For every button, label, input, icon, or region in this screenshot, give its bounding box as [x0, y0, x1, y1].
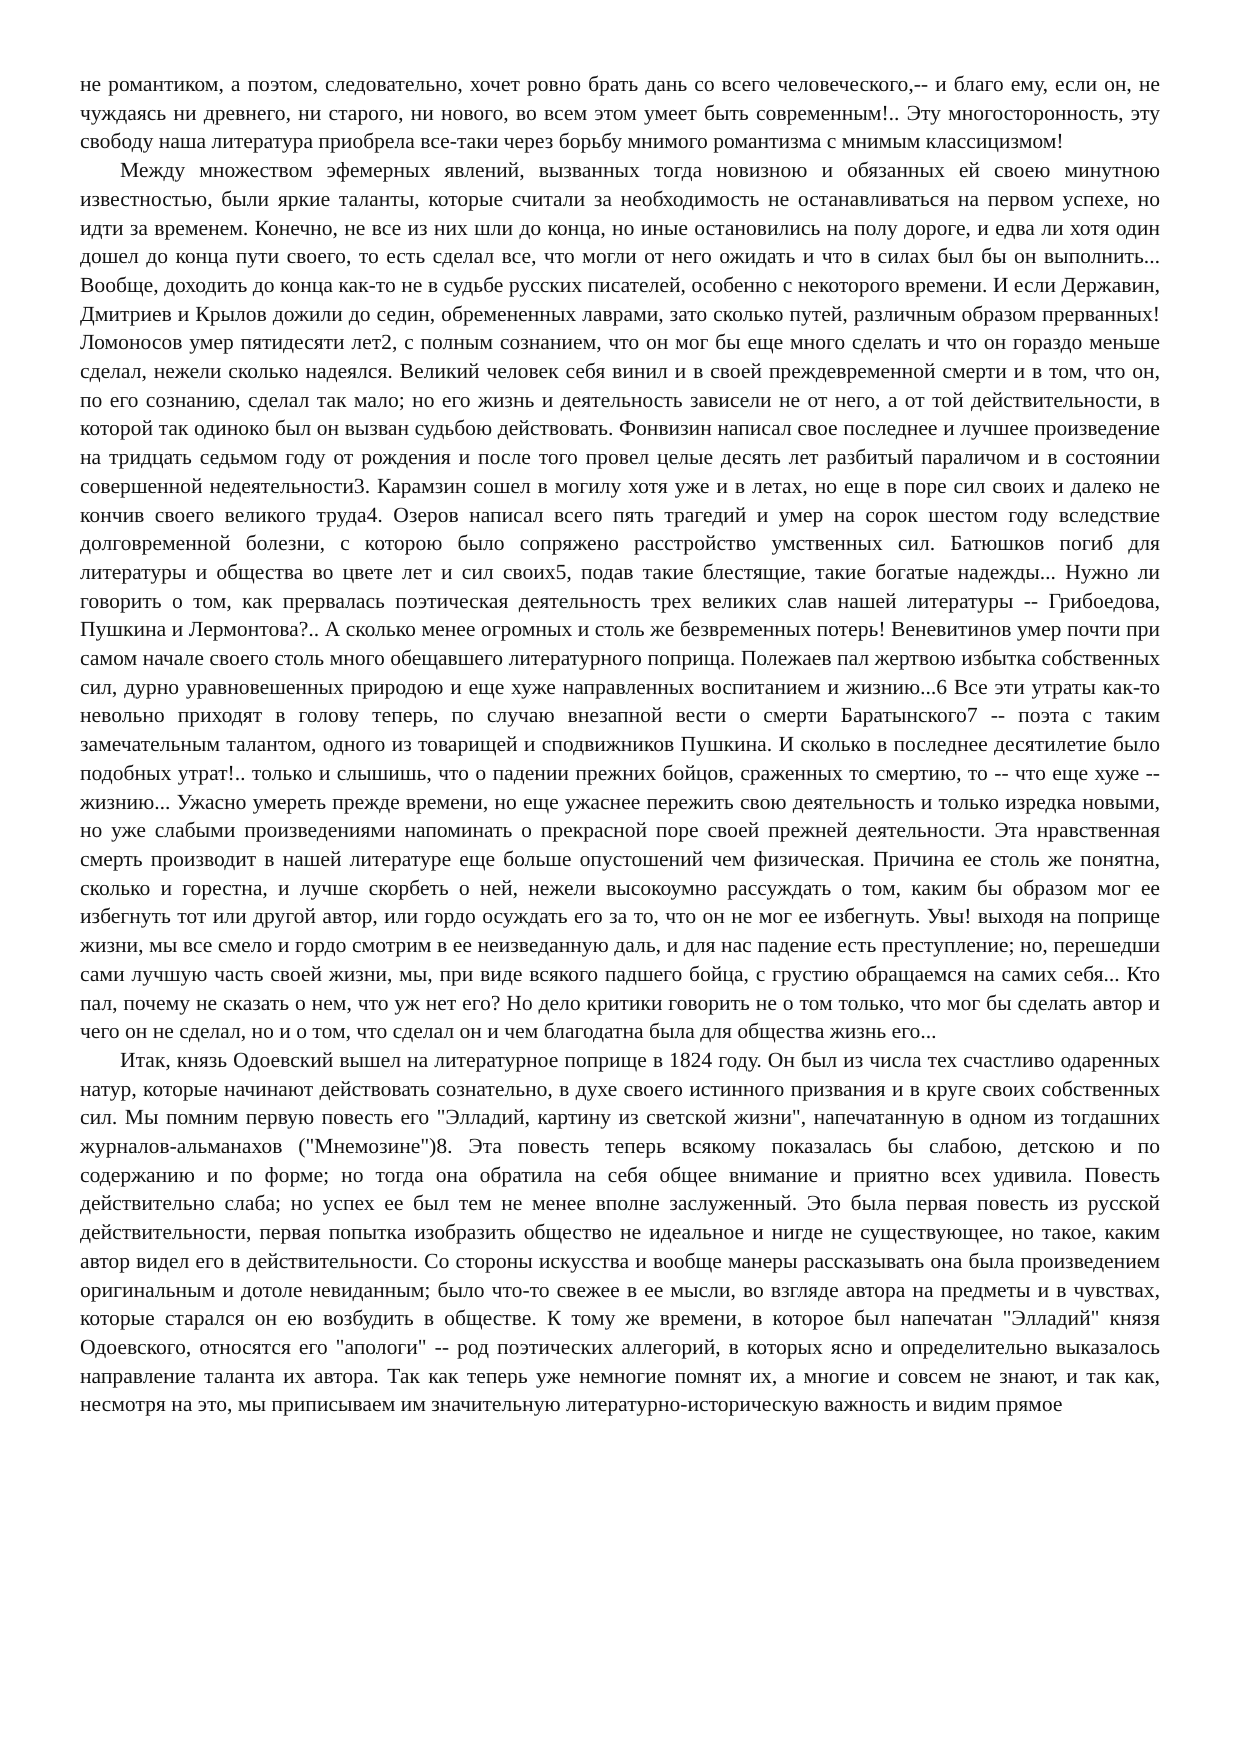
- paragraph-continuation: не романтиком, а поэтом, следовательно, хочет ровно брать дань со всего человеческого,-- и благо ему, если он, не чуждаясь ни древнего, ни старого, ни нового, во всем этом умеет быть современным!.. Эту многосторонность, эту свободу наша литература приобрела все-таки через борьбу мнимого романтизма с мнимым классицизмом!: [80, 72, 1160, 154]
- paragraph-odoevsky-debut: Итак, князь Одоевский вышел на литературное поприще в 1824 году. Он был из числа тех счастливо одаренных натур, которые начинают действовать сознательно, в духе своего истинного призвания и в круге своих собственных сил. Мы помним первую повесть его "Элладий, картину из светской жизни", напечатанную в одном из тогдашних журналов-альманахов ("Мнемозине")8. Эта повесть теперь всякому показалась бы слабою, детскою и по содержанию и по форме; но тогда она обратила на себя общее внимание и приятно всех удивила. Повесть действительно слаба; но успех ее был тем не менее вполне заслуженный. Это была первая повесть из русской действительности, первая попытка изобразить общество не идеальное и нигде не существующее, но такое, каким автор видел его в действительности. Со стороны искусства и вообще манеры рассказывать она была произведением оригинальным и дотоле невиданным; было что-то свежее в ее мысли, во взгляде автора на предметы и в чувствах, которые старался он ею возбудить в обществе. К тому же времени, в которое был напечатан "Элладий" князя Одоевского, относятся его "апологи" -- род поэтических аллегорий, в которых ясно и определительно выказалось направление таланта их автора. Так как теперь уже немногие помнят их, а многие и совсем не знают, и так как, несмотря на это, мы приписываем им значительную литературно-историческую важность и видим прямое: [80, 1047, 1160, 1417]
- document-page: [80, 70, 1160, 1419]
- paragraph-writers-fates: Между множеством эфемерных явлений, вызванных тогда новизною и обязанных ей своею минутною известностью, были яркие таланты, которые считали за необходимость не останавливаться на первом успехе, но идти за временем. Конечно, не все из них шли до конца, но иные остановились на полу дороге, и едва ли хотя один дошел до конца пути своего, то есть сделал все, что могли от него ожидать и что в силах был бы он выполнить... Вообще, доходить до конца как-то не в судьбе русских писателей, особенно с некоторого времени. И если Державин, Дмитриев и Крылов дожили до седин, обремененных лаврами, зато сколько путей, различным образом прерванных! Ломоносов умер пятидесяти лет2, с полным сознанием, что он мог бы еще много сделать и что он гораздо меньше сделал, нежели сколько надеялся. Великий человек себя винил и в своей преждевременной смерти и в том, что он, по его сознанию, сделал так мало; но его жизнь и деятельность зависели не от него, а от той действительности, в которой так одиноко был он вызван судьбою действовать. Фонвизин написал свое последнее и лучшее произведение на тридцать седьмом году от рождения и после того провел целые десять лет разбитый параличом и в состоянии совершенной недеятельности3. Карамзин сошел в могилу хотя уже и в летах, но еще в поре сил своих и далеко не кончив своего великого труда4. Озеров написал всего пять трагедий и умер на сорок шестом году вследствие долговременной болезни, с которою было сопряжено расстройство умственных сил. Батюшков погиб для литературы и общества во цвете лет и сил своих5, подав такие блестящие, такие богатые надежды... Нужно ли говорить о том, как прервалась поэтическая деятельность трех великих слав нашей литературы -- Грибоедова, Пушкина и Лермонтова?.. А сколько менее огромных и столь же безвременных потерь! Веневитинов умер почти при самом начале своего столь много обещавшего литературного поприща. Полежаев пал жертвою избытка собственных сил, дурно уравновешенных природою и еще хуже направленных воспитанием и жизнию...6 Все эти утраты как-то невольно приходят в голову теперь, по случаю внезапной вести о смерти Баратынского7 -- поэта с таким замечательным талантом, одного из товарищей и сподвижников Пушкина. И сколько в последнее десятилетие было подобных утрат!.. только и слышишь, что о падении прежних бойцов, сраженных то смертию, то -- что еще хуже -- жизнию... Ужасно умереть прежде времени, но еще ужаснее пережить свою деятельность и только изредка новыми, но уже слабыми произведениями напоминать о прекрасной поре своей прежней деятельности. Эта нравственная смерть производит в нашей литературе еще больше опустошений чем физическая. Причина ее столь же понятна, сколько и горестна, и лучше скорбеть о ней, нежели высокоумно рассуждать о том, каким бы образом мог ее избегнуть тот или другой автор, или гордо осуждать его за то, что он не мог ее избегнуть. Увы! выходя на поприще жизни, мы все смело и гордо смотрим в ее неизведанную даль, и для нас падение есть преступление; но, перешедши сами лучшую часть своей жизни, мы, при виде всякого падшего бойца, с грустию обращаемся на самих себя... Кто пал, почему не сказать о нем, что уж нет его? Но дело критики говорить не о том только, что мог бы сделать автор и чего он не сделал, но и о том, что сделал он и чем благодатна была для общества жизнь его...: [80, 158, 1160, 1044]
